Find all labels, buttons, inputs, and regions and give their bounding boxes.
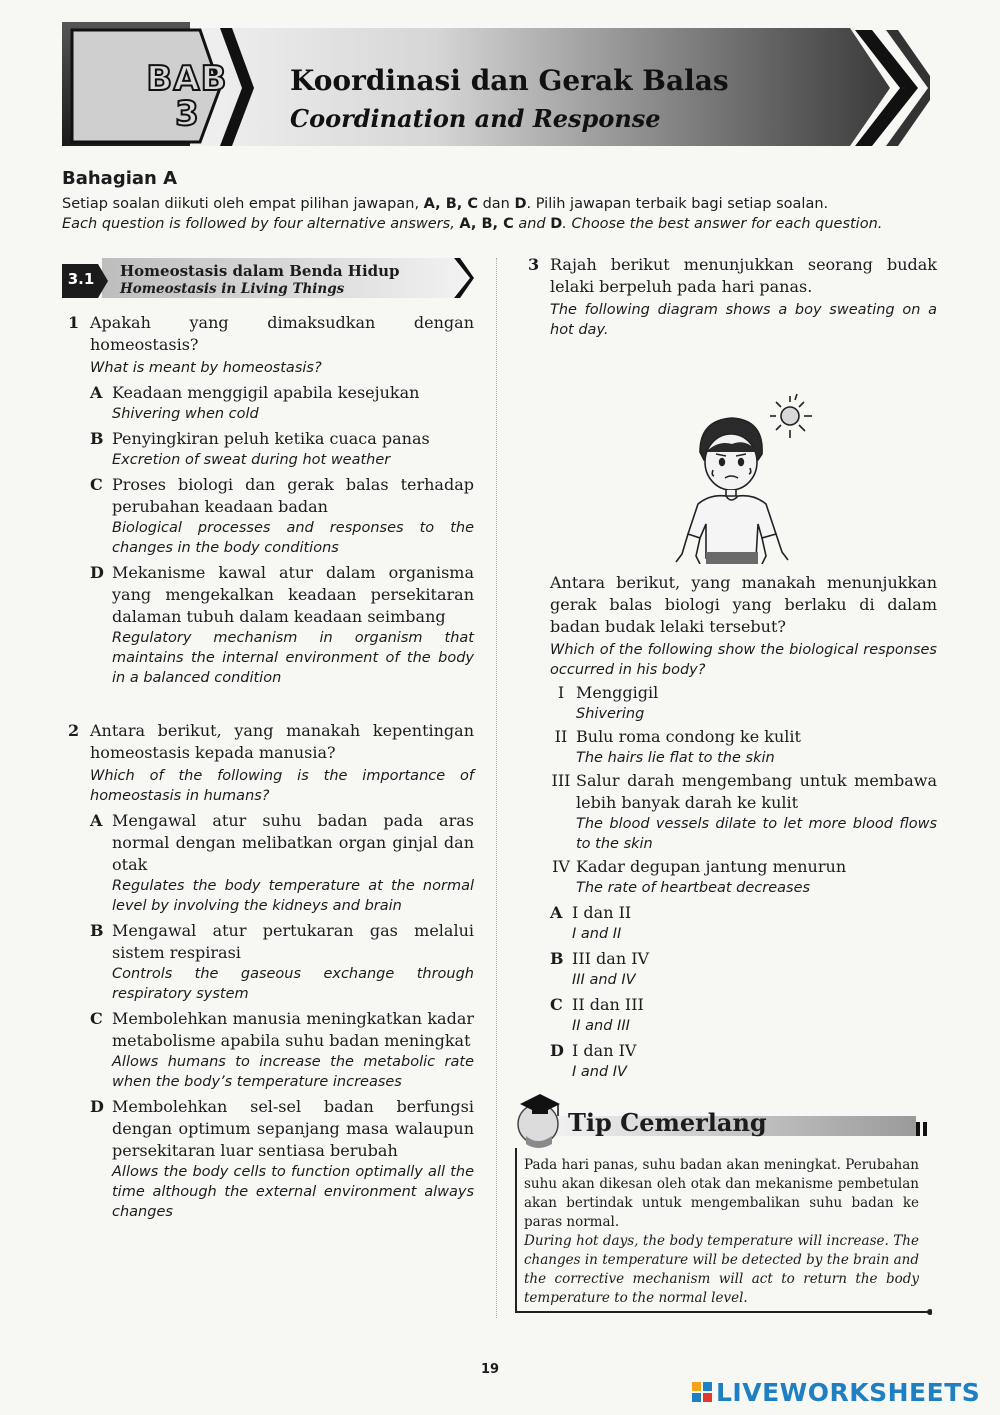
liveworksheets-logo[interactable] [692,1377,980,1407]
topic-number: 3.1 [67,270,95,288]
instruction-ms-text: Setiap soalan diikuti oleh empat pilihan jawapan, [62,196,424,212]
question-text-en: Which of the following is the importance of homeostasis in humans? [90,768,474,804]
question-3 [522,254,937,1082]
instruction-en-letters: A, B, C [459,216,514,232]
question-number: 2 [68,721,80,740]
option-b[interactable] [90,428,474,470]
option-text-ms: II dan III [572,995,644,1014]
question-text2-ms: Antara berikut, yang manakah menunjukkan gerak balas biologi yang berlaku di dalam badan budak lelaki tersebut? [550,573,937,636]
chapter-title-en: Coordination and Response [290,104,661,133]
brand-name: LIVEWORKSHEETS [716,1377,981,1407]
question-text-en: The following diagram shows a boy sweating on a hot day. [550,302,937,338]
option-a[interactable] [90,382,474,424]
instruction-en-letter: D [550,216,563,232]
option-text-ms: Membolehkan sel-sel badan berfungsi dengan optimum sepanjang masa walaupun persekitaran luar sentiasa berubah [112,1097,474,1160]
statement-i [550,682,937,724]
option-letter: B [90,429,104,448]
boy-sun-illustration [550,344,930,564]
boy-icon [676,418,788,564]
statement-iv [550,856,937,898]
option-text-ms: I dan II [572,903,632,922]
option-a[interactable] [550,902,937,944]
chapter-badge [132,59,242,134]
chapter-banner [60,20,930,150]
question-2 [62,720,474,1222]
option-text-ms: III dan IV [572,949,650,968]
instruction-en-text: . Choose the best answer for each question. [562,216,883,232]
option-text-en: Biological processes and responses to the changes in the body conditions [112,520,474,556]
statement-text-ms: Salur darah mengembang untuk membawa lebih banyak darah ke kulit [576,771,937,812]
instruction-en-text: Each question is followed by four alternative answers, [62,216,460,232]
statement-number: IV [552,857,570,876]
option-letter: C [90,1009,103,1028]
statement-ii [550,726,937,768]
left-column [62,254,474,1228]
statement-text-en: Shivering [576,706,645,722]
option-text-en: II and III [572,1018,630,1034]
option-letter: B [550,949,564,968]
option-letter: D [550,1041,564,1060]
statement-number: II [554,727,568,746]
option-text-ms: Mengawal atur suhu badan pada aras normal dengan melibatkan organ ginjal dan otak [112,811,474,874]
tip-body-en: During hot days, the body temperature will increase. The changes in temperature will be detected by the brain and the corrective mechanism will act to return the body temperature to the normal level. [524,1233,919,1306]
option-text-en: I and II [572,926,622,942]
instruction-ms-text: dan [477,196,515,212]
instruction-en-text: and [513,216,551,232]
option-text-en: III and IV [572,972,636,988]
page-number: 19 [480,1362,500,1377]
instruction-en [62,216,922,232]
statement-number: III [551,771,571,790]
option-letter: D [90,1097,104,1116]
sun-icon [770,394,812,438]
question-number: 3 [528,255,540,274]
option-letter: A [90,811,103,830]
statement-number: I [557,683,565,702]
option-b[interactable] [550,948,937,990]
option-letter: B [90,921,104,940]
option-d[interactable] [550,1040,937,1082]
option-text-en: Controls the gaseous exchange through respiratory system [112,966,474,1002]
option-text-en: Allows humans to increase the metabolic rate when the body’s temperature increases [112,1054,474,1090]
question-number: 1 [68,313,80,332]
question-text-ms: Antara berikut, yang manakah kepentingan homeostasis kepada manusia? [90,721,474,762]
option-b[interactable] [90,920,474,1004]
tip-box [512,1086,932,1318]
question-text-en: What is meant by homeostasis? [90,360,322,376]
option-letter: A [90,383,103,402]
tip-body-ms: Pada hari panas, suhu badan akan meningkat. Perubahan suhu akan dikesan oleh otak dan mekanisme pembetulan akan bertindak untuk mengembalikan suhu badan ke paras normal. [524,1157,919,1230]
option-letter: D [90,563,104,582]
statement-text-en: The rate of heartbeat decreases [576,880,811,896]
option-text-en: Shivering when cold [112,406,259,422]
option-letter: C [90,475,103,494]
option-text-en: Regulatory mechanism in organism that maintains the internal environment of the body in a balanced condition [112,630,474,686]
question-text-ms: Rajah berikut menunjukkan seorang budak lelaki berpeluh pada hari panas. [550,255,937,296]
instruction-ms-letters: A, B, C [423,196,478,212]
question-text-ms: Apakah yang dimaksudkan dengan homeostasis? [90,313,474,354]
option-text-en: I and IV [572,1064,627,1080]
option-text-en: Allows the body cells to function optimally all the time although the external environment always changes [112,1164,474,1220]
column-divider [496,258,497,1318]
option-d[interactable] [90,562,474,688]
option-c[interactable] [550,994,937,1036]
statement-text-en: The hairs lie flat to the skin [576,750,775,766]
right-column [522,254,937,1088]
option-d[interactable] [90,1096,474,1222]
instruction-ms-text: . Pilih jawapan terbaik bagi setiap soalan. [526,196,829,212]
question-1 [62,312,474,688]
option-text-ms: Mekanisme kawal atur dalam organisma yang mengekalkan keadaan persekitaran dalaman tubuh dalam keadaan seimbang [112,563,474,626]
sweating-boy-figure [550,344,937,564]
liveworksheets-grid-icon [692,1382,712,1402]
option-text-ms: Penyingkiran peluh ketika cuaca panas [112,429,430,448]
question-text2-en: Which of the following show the biological responses occurred in his body? [550,642,937,678]
tip-title: Tip Cemerlang [568,1108,767,1137]
section-heading: Bahagian A [62,168,178,189]
option-c[interactable] [90,1008,474,1092]
chapter-title-ms: Koordinasi dan Gerak Balas [290,64,729,97]
instruction-ms-letter: D [514,196,527,212]
topic-title-en: Homeostasis in Living Things [120,281,345,297]
option-text-ms: Membolehkan manusia meningkatkan kadar metabolisme apabila suhu badan meningkat [112,1009,474,1050]
option-text-ms: Keadaan menggigil apabila kesejukan [112,383,420,402]
option-letter: A [550,903,563,922]
option-c[interactable] [90,474,474,558]
statement-text-ms: Kadar degupan jantung menurun [576,857,847,876]
statement-text-ms: Menggigil [576,683,659,702]
option-letter: C [550,995,563,1014]
statement-text-en: The blood vessels dilate to let more blood flows to the skin [576,816,937,852]
graduation-cap-icon [518,1094,560,1148]
option-text-en: Excretion of sweat during hot weather [112,452,391,468]
chapter-number: 3 [175,94,199,134]
chapter-word: BAB [146,59,228,99]
statement-iii [550,770,937,854]
topic-title-ms: Homeostasis dalam Benda Hidup [120,262,400,280]
option-a[interactable] [90,810,474,916]
topic-bar [62,254,474,302]
option-text-ms: Proses biologi dan gerak balas terhadap perubahan keadaan badan [112,475,474,516]
tip-body [524,1156,919,1308]
option-text-en: Regulates the body temperature at the normal level by involving the kidneys and brain [112,878,474,914]
option-text-ms: I dan IV [572,1041,637,1060]
statement-text-ms: Bulu roma condong ke kulit [576,727,801,746]
option-text-ms: Mengawal atur pertukaran gas melalui sistem respirasi [112,921,474,962]
instruction-ms [62,196,922,212]
